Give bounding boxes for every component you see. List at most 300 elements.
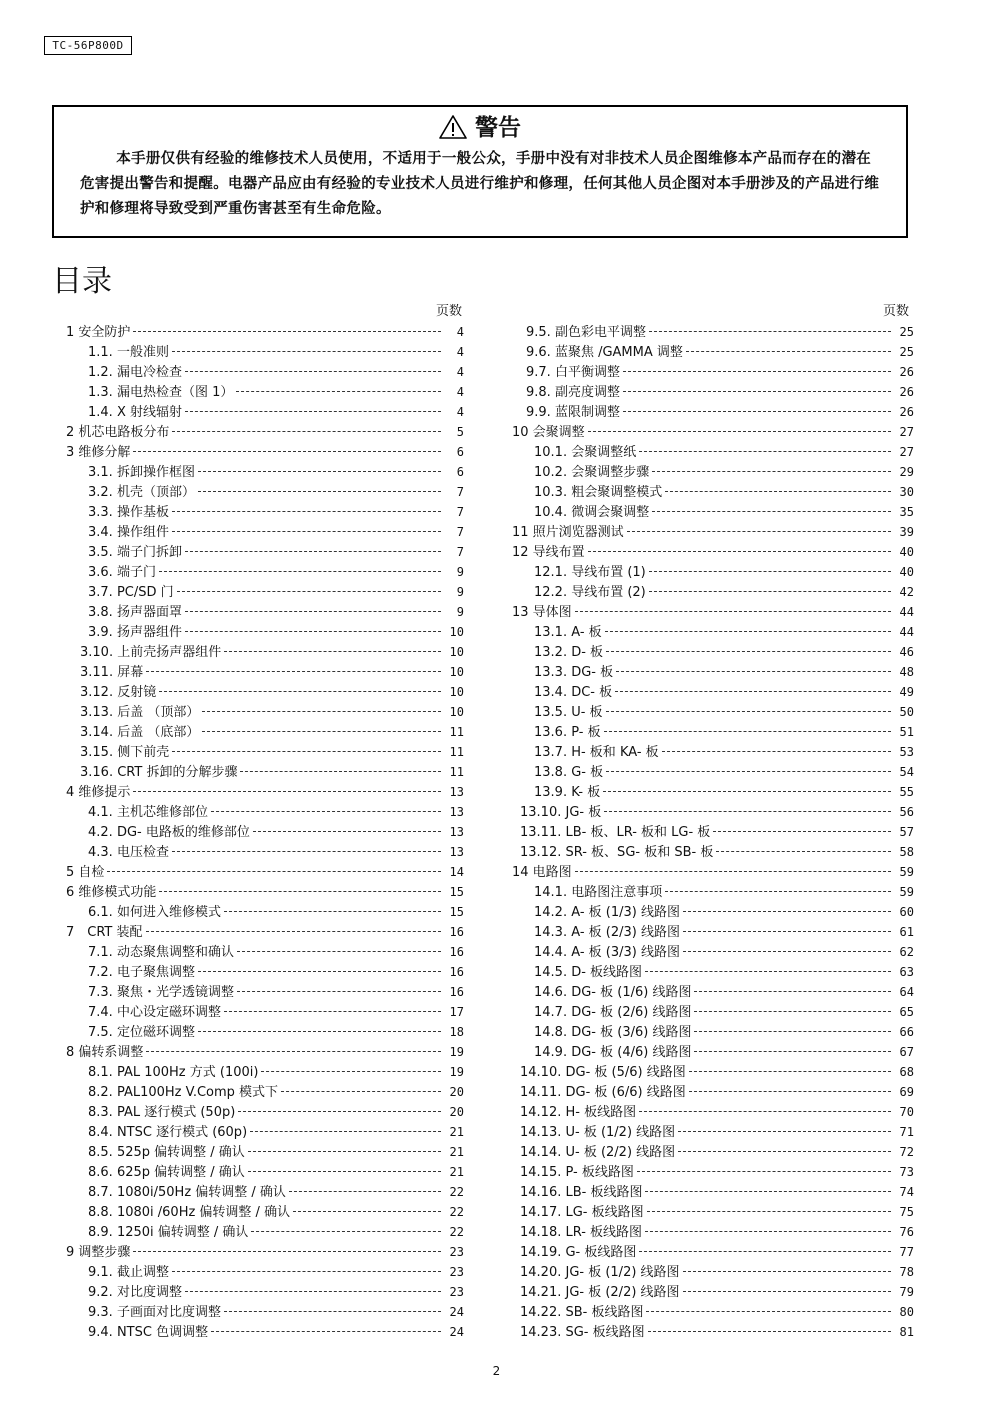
toc-entry-page: 76: [899, 1225, 914, 1239]
toc-entry-page: 72: [899, 1145, 914, 1159]
toc-entry-page: 13: [449, 785, 464, 799]
toc-entry[interactable]: [512, 382, 914, 402]
toc-entry[interactable]: [66, 582, 464, 602]
toc-entry[interactable]: [512, 682, 914, 702]
toc-entry[interactable]: [66, 842, 464, 862]
toc-entry-page: 63: [899, 965, 914, 979]
toc-dot-leader: [250, 1131, 441, 1132]
toc-entry-title: 1.3. 漏电热检查（图 1）: [88, 385, 234, 400]
page-column-label-right: 页数: [883, 304, 910, 319]
toc-entry[interactable]: [512, 1042, 914, 1062]
toc-entry-page: 13: [449, 805, 464, 819]
toc-entry[interactable]: [512, 582, 914, 602]
toc-entry[interactable]: [66, 1322, 464, 1342]
toc-dot-leader: [683, 931, 891, 932]
toc-entry-page: 11: [449, 725, 464, 739]
toc-entry[interactable]: [512, 502, 914, 522]
page-number: 2: [492, 1364, 501, 1378]
toc-entry[interactable]: [66, 622, 464, 642]
toc-entry-title: 1.1. 一般准则: [88, 345, 169, 360]
toc-entry-page: 17: [449, 1005, 464, 1019]
toc-entry-page: 26: [899, 365, 914, 379]
toc-entry-title: 8.4. NTSC 逐行模式 (60p): [88, 1125, 248, 1140]
toc-entry-page: 26: [899, 405, 914, 419]
toc-entry-page: 80: [899, 1305, 914, 1319]
toc-entry-page: 67: [899, 1045, 914, 1059]
toc-entry-page: 22: [449, 1205, 464, 1219]
toc-entry-title: 13.10. JG- 板: [520, 805, 602, 820]
toc-entry-title: 3 维修分解: [66, 445, 131, 460]
toc-dot-leader: [575, 611, 891, 612]
toc-entry[interactable]: [66, 1162, 464, 1182]
toc-dot-leader: [253, 831, 441, 832]
toc-entry-page: 74: [899, 1185, 914, 1199]
toc-entry-page: 14: [449, 865, 464, 879]
toc-entry[interactable]: [512, 342, 914, 362]
toc-dot-leader: [172, 351, 441, 352]
toc-entry[interactable]: [512, 1022, 914, 1042]
toc-entry[interactable]: [66, 402, 464, 422]
toc-entry-page: 30: [899, 485, 914, 499]
toc-dot-leader: [172, 851, 441, 852]
toc-entry[interactable]: [66, 802, 464, 822]
toc-entry[interactable]: [66, 342, 464, 362]
toc-entry-title: 12.2. 导线布置 (2): [534, 585, 646, 600]
toc-entry-title: 9.9. 蓝限制调整: [526, 405, 620, 420]
toc-entry-title: 3.12. 反射镜: [80, 685, 157, 700]
toc-dot-leader: [211, 811, 441, 812]
toc-entry-page: 73: [899, 1165, 914, 1179]
toc-entry-page: 13: [449, 825, 464, 839]
toc-dot-leader: [639, 451, 891, 452]
toc-entry-page: 23: [449, 1265, 464, 1279]
toc-entry[interactable]: [512, 322, 914, 342]
toc-dot-leader: [238, 1111, 441, 1112]
toc-entry-page: 51: [899, 725, 914, 739]
toc-dot-leader: [689, 1071, 891, 1072]
toc-dot-leader: [146, 931, 441, 932]
toc-entry-title: 3.16. CRT 拆卸的分解步骤: [80, 765, 238, 780]
toc-entry-title: 12.1. 导线布置 (1): [534, 565, 646, 580]
toc-entry[interactable]: [512, 1302, 914, 1322]
toc-entry-title: 12 导线布置: [512, 545, 585, 560]
toc-entry[interactable]: [512, 562, 914, 582]
toc-entry-title: 8.8. 1080i /60Hz 偏转调整 / 确认: [88, 1205, 291, 1220]
toc-heading: 目录: [52, 264, 112, 299]
toc-entry-title: 2 机芯电路板分布: [66, 425, 170, 440]
toc-dot-leader: [678, 1151, 891, 1152]
toc-dot-leader: [198, 471, 441, 472]
toc-entry-page: 78: [899, 1265, 914, 1279]
toc-entry-title: 10 会聚调整: [512, 425, 585, 440]
toc-section[interactable]: [66, 422, 464, 442]
toc-entry[interactable]: [66, 1122, 464, 1142]
toc-dot-leader: [185, 371, 441, 372]
toc-entry[interactable]: [66, 362, 464, 382]
toc-entry[interactable]: [66, 1142, 464, 1162]
toc-dot-leader: [645, 1191, 891, 1192]
toc-entry-page: 5: [456, 425, 464, 439]
toc-entry[interactable]: [66, 542, 464, 562]
toc-entry-page: 59: [899, 885, 914, 899]
toc-dot-leader: [236, 391, 441, 392]
toc-entry-title: 13.7. H- 板和 KA- 板: [534, 745, 659, 760]
toc-entry[interactable]: [66, 502, 464, 522]
toc-entry-page: 44: [899, 605, 914, 619]
toc-entry-page: 53: [899, 745, 914, 759]
toc-dot-leader: [198, 1031, 441, 1032]
toc-dot-leader: [237, 991, 441, 992]
toc-entry[interactable]: [512, 742, 914, 762]
toc-dot-leader: [604, 811, 891, 812]
toc-entry-page: 61: [899, 925, 914, 939]
toc-entry-page: 20: [449, 1085, 464, 1099]
toc-entry[interactable]: [512, 1002, 914, 1022]
toc-dot-leader: [185, 631, 441, 632]
toc-entry[interactable]: [512, 442, 914, 462]
toc-entry-page: 29: [899, 465, 914, 479]
toc-entry[interactable]: [66, 1022, 464, 1042]
toc-section[interactable]: [512, 602, 914, 622]
toc-dot-leader: [185, 551, 441, 552]
toc-dot-leader: [202, 711, 441, 712]
toc-entry[interactable]: [66, 702, 464, 722]
toc-entry-title: 3.2. 机壳（顶部）: [88, 485, 195, 500]
toc-entry-page: 58: [899, 845, 914, 859]
toc-entry-page: 22: [449, 1185, 464, 1199]
toc-dot-leader: [637, 1171, 891, 1172]
toc-entry[interactable]: [66, 562, 464, 582]
toc-entry-page: 16: [449, 965, 464, 979]
toc-section[interactable]: [66, 862, 464, 882]
toc-entry[interactable]: [66, 462, 464, 482]
toc-entry[interactable]: [66, 382, 464, 402]
toc-entry-title: 14.21. JG- 板 (2/2) 线路图: [520, 1285, 680, 1300]
toc-entry-title: 9.3. 子画面对比度调整: [88, 1305, 221, 1320]
toc-entry[interactable]: [66, 1202, 464, 1222]
toc-entry-page: 35: [899, 505, 914, 519]
toc-dot-leader: [615, 691, 891, 692]
toc-entry-page: 44: [899, 625, 914, 639]
toc-entry[interactable]: [66, 1302, 464, 1322]
toc-entry[interactable]: [512, 1242, 914, 1262]
toc-dot-leader: [588, 551, 891, 552]
toc-entry[interactable]: [66, 982, 464, 1002]
toc-entry[interactable]: [66, 1262, 464, 1282]
toc-dot-leader: [623, 371, 891, 372]
toc-dot-leader: [647, 1211, 891, 1212]
toc-entry-title: 14.22. SB- 板线路图: [520, 1305, 644, 1320]
toc-dot-leader: [185, 411, 441, 412]
toc-entry[interactable]: [66, 662, 464, 682]
toc-dot-leader: [616, 671, 891, 672]
toc-entry[interactable]: [512, 962, 914, 982]
toc-entry-title: 14.13. U- 板 (1/2) 线路图: [520, 1125, 676, 1140]
toc-entry-page: 4: [456, 345, 464, 359]
toc-entry[interactable]: [512, 842, 914, 862]
toc-entry[interactable]: [512, 922, 914, 942]
toc-entry-title: 11 照片浏览器测试: [512, 525, 624, 540]
toc-entry[interactable]: [66, 962, 464, 982]
toc-entry-title: 3.6. 端子门: [88, 565, 156, 580]
toc-entry[interactable]: [66, 1062, 464, 1082]
toc-dot-leader: [248, 1151, 441, 1152]
toc-entry-title: 3.4. 操作组件: [88, 525, 169, 540]
toc-entry[interactable]: [512, 1282, 914, 1302]
toc-entry-title: 3.1. 拆卸操作框图: [88, 465, 195, 480]
toc-entry-page: 40: [899, 565, 914, 579]
toc-dot-leader: [146, 1051, 441, 1052]
toc-entry-title: 8.9. 1250i 偏转调整 / 确认: [88, 1225, 249, 1240]
toc-entry-title: 14.9. DG- 板 (4/6) 线路图: [534, 1045, 692, 1060]
toc-entry-title: 7.4. 中心设定磁环调整: [88, 1005, 221, 1020]
toc-left-column: [66, 322, 464, 1342]
toc-entry[interactable]: [512, 1062, 914, 1082]
toc-entry-page: 10: [449, 705, 464, 719]
toc-entry-page: 56: [899, 805, 914, 819]
toc-entry-title: 14.3. A- 板 (2/3) 线路图: [534, 925, 680, 940]
toc-right-column: [512, 322, 914, 1342]
toc-entry-title: 13.1. A- 板: [534, 625, 602, 640]
toc-entry[interactable]: [66, 742, 464, 762]
toc-entry-page: 81: [899, 1325, 914, 1339]
toc-section[interactable]: [66, 782, 464, 802]
toc-section[interactable]: [66, 442, 464, 462]
toc-section[interactable]: [66, 1242, 464, 1262]
toc-entry-title: 14.1. 电路图注意事项: [534, 885, 663, 900]
toc-entry[interactable]: [512, 762, 914, 782]
toc-entry[interactable]: [512, 722, 914, 742]
toc-entry[interactable]: [512, 1122, 914, 1142]
toc-entry[interactable]: [512, 782, 914, 802]
toc-entry-page: 20: [449, 1105, 464, 1119]
toc-dot-leader: [202, 731, 441, 732]
toc-dot-leader: [281, 1091, 441, 1092]
toc-entry-page: 16: [449, 945, 464, 959]
warning-box: [52, 105, 908, 238]
toc-entry[interactable]: [66, 482, 464, 502]
toc-entry[interactable]: [66, 1222, 464, 1242]
toc-dot-leader: [211, 1331, 441, 1332]
toc-entry-page: 19: [449, 1065, 464, 1079]
toc-entry[interactable]: [66, 942, 464, 962]
toc-entry-page: 77: [899, 1245, 914, 1259]
toc-entry-page: 4: [456, 405, 464, 419]
toc-entry[interactable]: [512, 1102, 914, 1122]
toc-dot-leader: [652, 511, 891, 512]
toc-entry[interactable]: [512, 1202, 914, 1222]
toc-entry[interactable]: [512, 402, 914, 422]
toc-dot-leader: [639, 1111, 891, 1112]
toc-entry-title: 8.7. 1080i/50Hz 偏转调整 / 确认: [88, 1185, 286, 1200]
toc-entry[interactable]: [66, 522, 464, 542]
toc-entry-title: 14.19. G- 板线路图: [520, 1245, 637, 1260]
toc-entry-title: 1.4. X 射线辐射: [88, 405, 182, 420]
toc-entry-title: 8.2. PAL100Hz V.Comp 模式下: [88, 1085, 279, 1100]
toc-entry[interactable]: [66, 1102, 464, 1122]
toc-entry-title: 3.5. 端子门拆卸: [88, 545, 182, 560]
toc-entry-title: 1.2. 漏电冷检查: [88, 365, 182, 380]
toc-entry[interactable]: [512, 482, 914, 502]
toc-entry-page: 4: [456, 385, 464, 399]
toc-entry[interactable]: [512, 902, 914, 922]
toc-dot-leader: [606, 711, 891, 712]
toc-dot-leader: [603, 791, 891, 792]
toc-entry-title: 6.1. 如何进入维修模式: [88, 905, 221, 920]
toc-dot-leader: [159, 891, 441, 892]
toc-entry[interactable]: [66, 1182, 464, 1202]
toc-entry[interactable]: [512, 462, 914, 482]
toc-entry-title: 13.9. K- 板: [534, 785, 601, 800]
toc-dot-leader: [652, 471, 891, 472]
toc-entry-title: 14.18. LR- 板线路图: [520, 1225, 643, 1240]
toc-entry[interactable]: [512, 1182, 914, 1202]
toc-entry[interactable]: [512, 1162, 914, 1182]
toc-dot-leader: [588, 431, 891, 432]
toc-dot-leader: [623, 391, 891, 392]
toc-entry[interactable]: [66, 762, 464, 782]
toc-entry-title: 3.15. 侧下前壳: [80, 745, 170, 760]
toc-entry[interactable]: [512, 882, 914, 902]
toc-entry-page: 6: [456, 445, 464, 459]
toc-entry-title: 3.3. 操作基板: [88, 505, 169, 520]
toc-entry[interactable]: [512, 822, 914, 842]
toc-section[interactable]: [66, 882, 464, 902]
toc-entry-page: 7: [456, 505, 464, 519]
toc-dot-leader: [172, 531, 441, 532]
toc-entry-title: 8 偏转系调整: [66, 1045, 144, 1060]
toc-entry[interactable]: [512, 942, 914, 962]
toc-entry[interactable]: [512, 1222, 914, 1242]
toc-entry[interactable]: [512, 802, 914, 822]
toc-dot-leader: [224, 1311, 441, 1312]
toc-dot-leader: [240, 771, 441, 772]
toc-entry-title: 4 维修提示: [66, 785, 131, 800]
toc-section[interactable]: [66, 1042, 464, 1062]
toc-dot-leader: [133, 1251, 441, 1252]
toc-entry-title: 13.11. LB- 板、LR- 板和 LG- 板: [520, 825, 711, 840]
toc-entry-title: 9.2. 对比度调整: [88, 1285, 182, 1300]
toc-dot-leader: [172, 511, 441, 512]
toc-section[interactable]: [512, 422, 914, 442]
toc-entry-page: 9: [456, 585, 464, 599]
toc-entry-page: 69: [899, 1085, 914, 1099]
toc-entry-page: 46: [899, 645, 914, 659]
toc-entry-title: 3.7. PC/SD 门: [88, 585, 174, 600]
toc-entry-page: 7: [456, 485, 464, 499]
toc-dot-leader: [639, 1251, 891, 1252]
toc-entry-page: 19: [449, 1045, 464, 1059]
toc-entry[interactable]: [512, 1082, 914, 1102]
toc-entry-title: 7.1. 动态聚焦调整和确认: [88, 945, 234, 960]
toc-dot-leader: [172, 431, 441, 432]
toc-entry[interactable]: [66, 682, 464, 702]
toc-entry-page: 25: [899, 325, 914, 339]
toc-entry-page: 7: [456, 545, 464, 559]
toc-entry-title: 9.6. 蓝聚焦 /GAMMA 调整: [526, 345, 683, 360]
toc-entry[interactable]: [512, 1262, 914, 1282]
toc-entry-title: 3.13. 后盖 （顶部）: [80, 705, 200, 720]
toc-dot-leader: [248, 1171, 441, 1172]
toc-dot-leader: [665, 491, 891, 492]
toc-entry[interactable]: [512, 362, 914, 382]
toc-entry-page: 23: [449, 1245, 464, 1259]
toc-entry-title: 3.11. 屏幕: [80, 665, 144, 680]
toc-dot-leader: [606, 771, 891, 772]
toc-dot-leader: [172, 1271, 441, 1272]
toc-entry[interactable]: [66, 722, 464, 742]
toc-entry[interactable]: [66, 602, 464, 622]
toc-dot-leader: [606, 651, 891, 652]
toc-section[interactable]: [512, 542, 914, 562]
toc-entry-page: 79: [899, 1285, 914, 1299]
toc-entry-page: 15: [449, 885, 464, 899]
toc-entry-title: 14.20. JG- 板 (1/2) 线路图: [520, 1265, 680, 1280]
toc-entry-title: 3.10. 上前壳扬声器组件: [80, 645, 222, 660]
toc-dot-leader: [605, 631, 891, 632]
toc-entry-page: 65: [899, 1005, 914, 1019]
toc-entry-page: 4: [456, 325, 464, 339]
toc-section[interactable]: [512, 862, 914, 882]
toc-dot-leader: [645, 971, 891, 972]
toc-entry-page: 23: [449, 1285, 464, 1299]
toc-dot-leader: [146, 671, 441, 672]
toc-entry-title: 3.8. 扬声器面罩: [88, 605, 182, 620]
page-column-label-left: 页数: [436, 304, 463, 319]
toc-entry[interactable]: [66, 822, 464, 842]
toc-entry-page: 66: [899, 1025, 914, 1039]
toc-dot-leader: [665, 891, 891, 892]
toc-entry-page: 25: [899, 345, 914, 359]
toc-section[interactable]: [66, 322, 464, 342]
toc-entry[interactable]: [512, 982, 914, 1002]
toc-section[interactable]: [512, 522, 914, 542]
toc-entry-page: 11: [449, 745, 464, 759]
toc-section[interactable]: [66, 922, 464, 942]
toc-entry-title: 8.6. 625p 偏转调整 / 确认: [88, 1165, 245, 1180]
model-number: TC-56P800D: [44, 36, 132, 55]
toc-dot-leader: [237, 951, 441, 952]
toc-entry[interactable]: [512, 662, 914, 682]
toc-entry-title: 10.2. 会聚调整步骤: [534, 465, 650, 480]
toc-entry-title: 10.3. 粗会聚调整模式: [534, 485, 663, 500]
toc-entry[interactable]: [66, 1002, 464, 1022]
toc-entry-page: 21: [449, 1165, 464, 1179]
toc-dot-leader: [648, 1331, 891, 1332]
toc-dot-leader: [645, 1231, 891, 1232]
toc-entry[interactable]: [512, 622, 914, 642]
toc-entry[interactable]: [512, 642, 914, 662]
toc-entry-title: 13.6. P- 板: [534, 725, 601, 740]
toc-entry[interactable]: [66, 642, 464, 662]
toc-entry-title: 9.7. 白平衡调整: [526, 365, 620, 380]
toc-entry[interactable]: [512, 1322, 914, 1342]
toc-dot-leader: [224, 1011, 441, 1012]
toc-entry[interactable]: [512, 1142, 914, 1162]
toc-entry[interactable]: [66, 1082, 464, 1102]
toc-entry[interactable]: [66, 1282, 464, 1302]
toc-entry-page: 75: [899, 1205, 914, 1219]
toc-entry[interactable]: [66, 902, 464, 922]
toc-dot-leader: [177, 591, 441, 592]
toc-entry-page: 4: [456, 365, 464, 379]
toc-entry-page: 10: [449, 665, 464, 679]
toc-entry-title: 1 安全防护: [66, 325, 131, 340]
toc-entry[interactable]: [512, 702, 914, 722]
toc-dot-leader: [683, 951, 891, 952]
toc-entry-title: 14.23. SG- 板线路图: [520, 1325, 645, 1340]
toc-entry-page: 13: [449, 845, 464, 859]
